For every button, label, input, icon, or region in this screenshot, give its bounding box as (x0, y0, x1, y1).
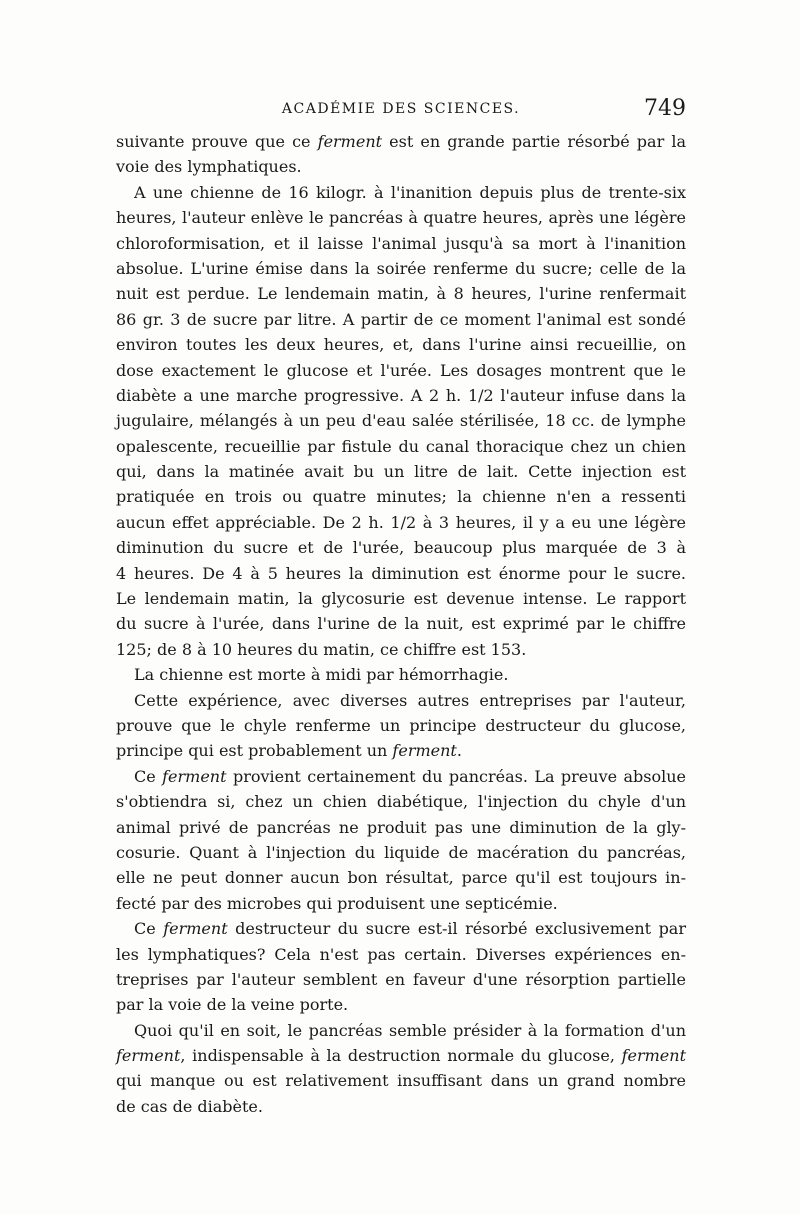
page-number: 749 (644, 96, 686, 121)
text-line: fecté par des microbes qui produisent une septicémie. (116, 893, 558, 913)
text-line: elle ne peut donner aucun bon résultat, parce qu'il est toujours in- (116, 868, 686, 888)
running-head: ACADÉMIE DES SCIENCES. (281, 101, 521, 117)
text-line: qui manque ou est relativement insuffisant dans un grand nombre (116, 1071, 686, 1091)
text-line: dose exactement le glucose et l'urée. Les dosages montrent que le (116, 360, 686, 380)
italic-term: ferment (392, 741, 457, 761)
text-line: chloroformisation, et il laisse l'animal jusqu'à sa mort à l'inanition (116, 233, 686, 253)
italic-term: ferment (162, 766, 227, 786)
text-line: principe qui est probablement un ferment. (116, 741, 462, 761)
text-line: pratiquée en trois ou quatre minutes; la chienne n'en a ressenti (116, 487, 686, 507)
text-line: diminution du sucre et de l'urée, beaucoup plus marquée de 3 à (116, 538, 686, 558)
italic-term: ferment (621, 1046, 686, 1066)
text-line: heures, l'auteur enlève le pancréas à quatre heures, après une légère (116, 208, 686, 228)
text-line: Ce ferment destructeur du sucre est-il résorbé exclusivement par (134, 919, 686, 939)
text-line: Ce ferment provient certainement du pancréas. La preuve absolue (134, 766, 686, 786)
page-header (116, 96, 686, 124)
text-line: s'obtiendra si, chez un chien diabétique, l'injection du chyle d'un (116, 792, 686, 812)
text-line: 4 heures. De 4 à 5 heures la diminution est énorme pour le sucre. (116, 563, 686, 583)
text-line: du sucre à l'urée, dans l'urine de la nuit, est exprimé par le chiffre (116, 614, 686, 634)
text-line: 86 gr. 3 de sucre par litre. A partir de ce moment l'animal est sondé (116, 309, 686, 329)
text-line: cosurie. Quant à l'injection du liquide de macération du pancréas, (116, 842, 686, 862)
text-line: A une chienne de 16 kilogr. à l'inanition depuis plus de trente-six (134, 182, 686, 202)
text-line: Quoi qu'il en soit, le pancréas semble présider à la formation d'un (134, 1020, 686, 1040)
text-line: les lymphatiques? Cela n'est pas certain. Diverses expériences en- (116, 944, 686, 964)
text-line: voie des lymphatiques. (116, 157, 302, 177)
text-line: de cas de diabète. (116, 1096, 263, 1116)
body-text (116, 129, 686, 1119)
text-line: 125; de 8 à 10 heures du matin, ce chiffre est 153. (116, 639, 527, 659)
text-line: jugulaire, mélangés à un peu d'eau salée stérilisée, 18 cc. de lymphe (116, 411, 686, 431)
text-line: suivante prouve que ce ferment est en grande partie résorbé par la (116, 132, 687, 151)
text-line: environ toutes les deux heures, et, dans l'urine ainsi recueillie, on (116, 335, 686, 355)
text-line: animal privé de pancréas ne produit pas une diminution de la gly- (116, 817, 686, 837)
italic-term: ferment (116, 1046, 181, 1066)
text-line: diabète a une marche progressive. A 2 h. 1/2 l'auteur infuse dans la (116, 385, 686, 405)
italic-term: ferment (317, 132, 383, 151)
text-line: par la voie de la veine porte. (116, 995, 349, 1015)
text-line: aucun effet appréciable. De 2 h. 1/2 à 3 heures, il y a eu une légère (116, 512, 686, 532)
italic-term: ferment (163, 919, 228, 939)
text-line: prouve que le chyle renferme un principe destructeur du glucose, (116, 715, 686, 735)
text-line: nuit est perdue. Le lendemain matin, à 8 heures, l'urine renfermait (116, 284, 686, 304)
text-line: Cette expérience, avec diverses autres entreprises par l'auteur, (134, 690, 686, 710)
text-line: absolue. L'urine émise dans la soirée renferme du sucre; celle de la (116, 258, 686, 278)
text-line: treprises par l'auteur semblent en faveur d'une résorption partielle (116, 969, 686, 989)
text-line: qui, dans la matinée avait bu un litre de lait. Cette injection est (116, 462, 686, 482)
text-line: opalescente, recueillie par fistule du canal thoracique chez un chien (116, 436, 686, 456)
text-line: ferment, indispensable à la destruction normale du glucose, ferment (116, 1046, 686, 1066)
text-line: Le lendemain matin, la glycosurie est devenue intense. Le rapport (116, 589, 686, 609)
text-line: La chienne est morte à midi par hémorrhagie. (134, 665, 509, 685)
